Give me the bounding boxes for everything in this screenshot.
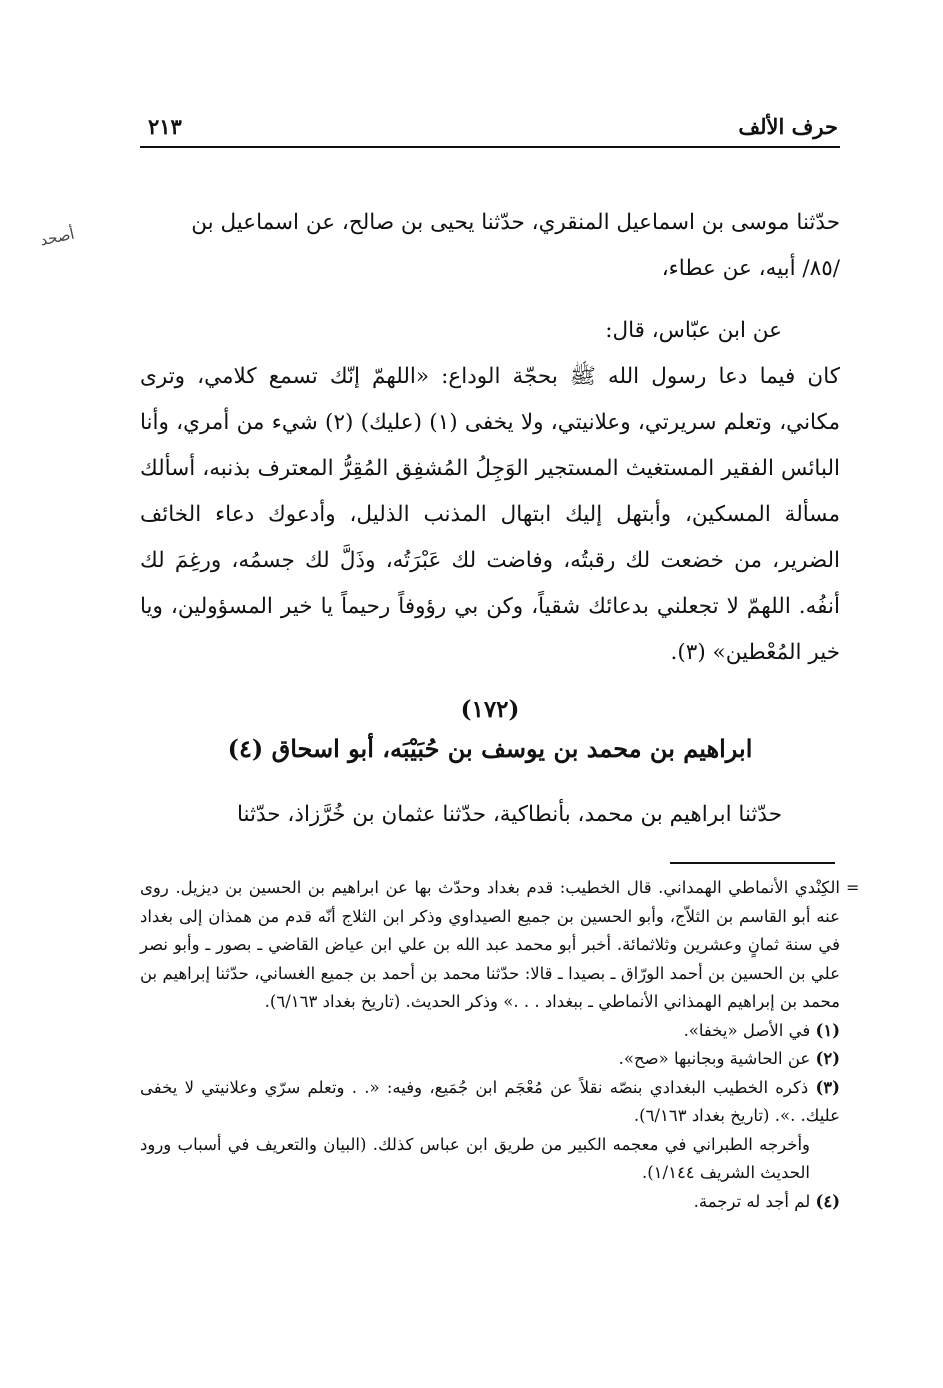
isnad-line-2: /٨٥/ أبيه، عن عطاء، xyxy=(661,256,840,281)
page-header xyxy=(140,112,840,148)
hadith-paragraph xyxy=(140,308,840,676)
footnote-item xyxy=(140,1131,840,1188)
footnote-item xyxy=(140,1188,840,1217)
hadith-text: كان فيما دعا رسول الله ﷺ بحجّة الوداع: «اللهمّ إنّك تسمع كلامي، وترى مكاني، وتعلم سريرتي، وعلانيتي، ولا يخفى (١) (عليك) (٢) شيء من أمري، وأنا البائس الفقير المستغيث المستجير الوَجِلُ المُشفِق المُقِرُّ المعترف بذنبه، أسألك مسألة المسكين، وأبتهل إليك ابتهال المذنب الذليل، وأدعوك دعاء الخائف الضرير، من خضعت لك رقبتُه، وفاضت لك عَبْرَتُه، وذَلَّ لك جسمُه، ورغِمَ لك أنفُه. اللهمّ لا تجعلني بدعائك شقياً، وكن بي رؤوفاً رحيماً يا خير المسؤولين، ويا خير المُعْطين» (٣). xyxy=(140,364,840,665)
footnote-text: في الأصل «يخفا». xyxy=(683,1020,811,1040)
footnote-number: (١) xyxy=(815,1020,840,1040)
running-title: حرف الألف xyxy=(738,114,838,139)
isnad-line-1: حدّثنا موسى بن اسماعيل المنقري، حدّثنا يحيى بن صالح، عن اسماعيل بن xyxy=(191,210,840,235)
footnote-item xyxy=(140,1017,840,1046)
footnote-item xyxy=(140,1074,840,1131)
page-number: ٢١٣ xyxy=(148,114,182,139)
entry-number: (١٧٢) xyxy=(460,696,520,723)
footnote-text: عن الحاشية وبجانبها «صح». xyxy=(618,1049,811,1068)
footnotes-section xyxy=(140,874,840,1216)
hadith-narrator: عن ابن عبّاس، قال: xyxy=(605,318,782,343)
footnote-number: (٤) xyxy=(815,1191,840,1211)
footnote-item xyxy=(140,1045,840,1074)
footnote-number: (٢) xyxy=(815,1049,840,1068)
isnad-paragraph xyxy=(140,200,840,292)
footnote-text: وأخرجه الطبراني في معجمه الكبير من طريق ابن عباس كذلك. (البيان والتعريف في أسباب ورود الحديث الشريف ١/١٤٤). xyxy=(140,1134,810,1182)
footnote-number: (٣) xyxy=(815,1077,840,1097)
footnote-continuation: الكِنْدي الأنماطي الهمداني. قال الخطيب: قدم بغداد وحدّث بها عن ابراهيم بن الحسين بن ديزيل. روى عنه أبو القاسم بن الثلاّج، وأبو الحسين بن جميع الصيداوي وذكر ابن الثلاج أنّه قدم من همذان إلى بغداد في سنة ثمانٍ وعشرين وثلاثمائة. أخبر أبو محمد عبد الله بن علي ابن عياض القاضي ـ بصور ـ وأبو نصر علي بن الحسين بن أحمد الورّاق ـ بصيدا ـ قالا: حدّثنا محمد بن أحمد بن جميع الغساني، حدّثنا إبراهيم بن محمد بن إبراهيم الهمذاني الأنماطي ـ ببغداد . . .» وذكر الحديث. (تاريخ بغداد ٦/١٦٣). xyxy=(140,878,840,1011)
handwritten-margin-note: أصحد xyxy=(38,224,76,250)
footnote-text: لم أجد له ترجمة. xyxy=(693,1191,811,1211)
entry-title: ابراهيم بن محمد بن يوسف بن حُبَيْبَه، أبو اسحاق (٤) xyxy=(227,734,753,763)
footnote-divider xyxy=(670,862,835,864)
footnote-text: ذكره الخطيب البغدادي بنصّه نقلاً عن مُعْجَم ابن جُمَيع، وفيه: «. . وتعلم سرّي وعلانيتي لا يخفى عليك. .». (تاريخ بغداد ٦/١٦٣). xyxy=(140,1077,840,1125)
entry-isnad: حدّثنا ابراهيم بن محمد، بأنطاكية، حدّثنا عثمان بن خُرَّزاذ، حدّثنا xyxy=(237,802,782,827)
footnote-continuation-mark: = xyxy=(846,878,860,897)
